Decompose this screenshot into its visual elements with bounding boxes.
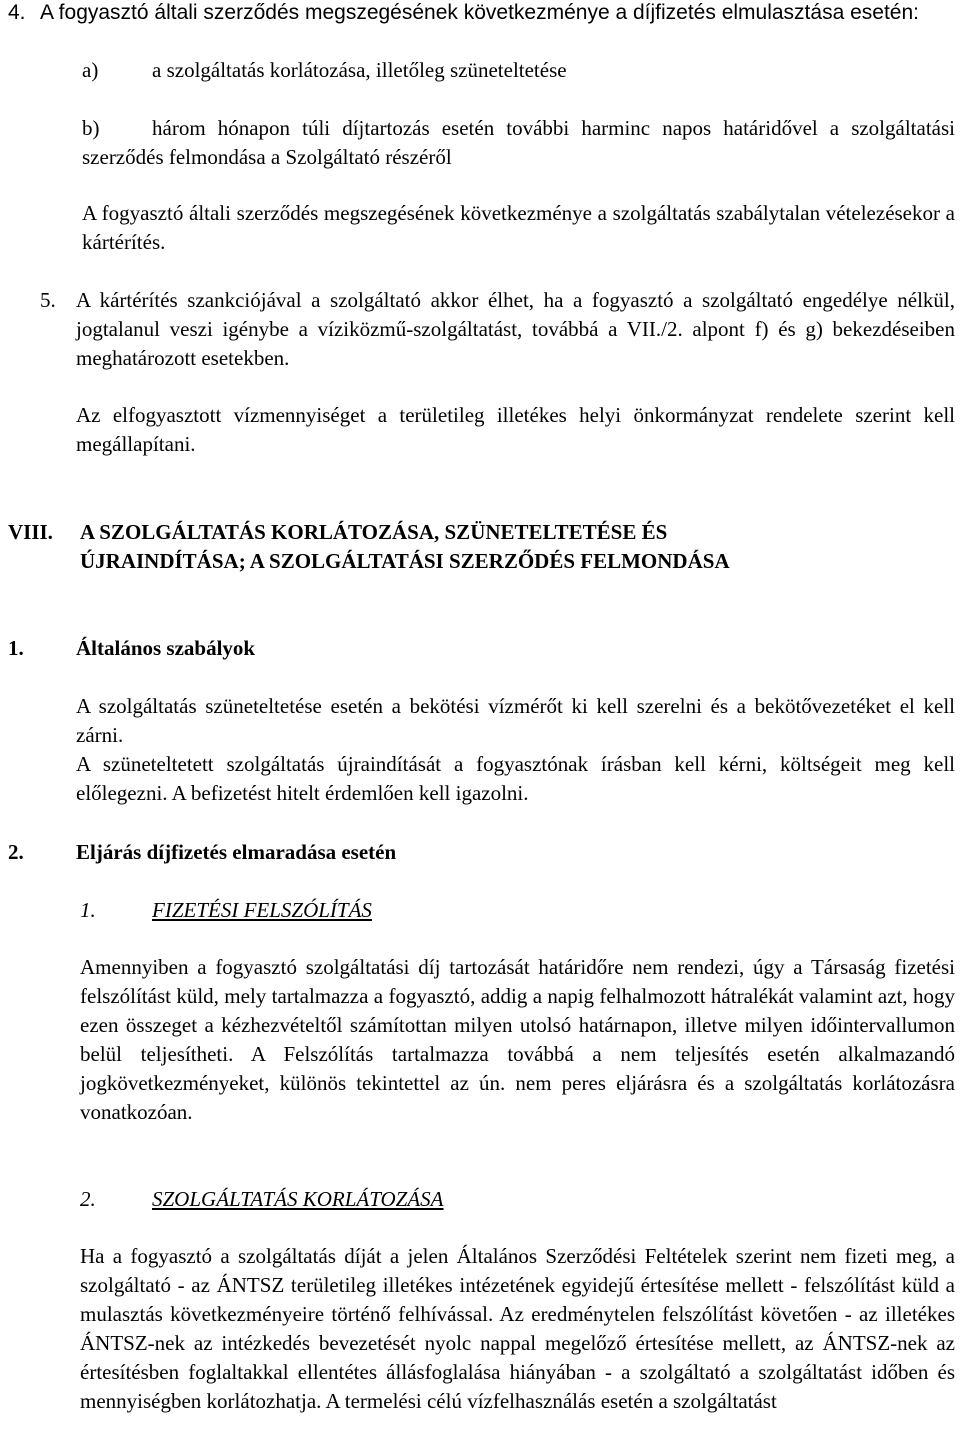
item-4-sub-b-label: b)	[82, 116, 100, 140]
step-1-title: FIZETÉSI FELSZÓLÍTÁS	[152, 898, 372, 922]
subsection-2-title: Eljárás díjfizetés elmaradása esetén	[76, 840, 397, 864]
section-8-title	[80, 518, 940, 576]
subsection-1-number: 1.	[8, 636, 24, 660]
item-4-sub-b-text: három hónapon túli díjtartozás esetén további harminc napos határidővel a szolgáltatási szerződés felmondása a Szolgáltató részéről	[82, 116, 955, 169]
step-2-title: SZOLGÁLTATÁS KORLÁTOZÁSA	[152, 1187, 444, 1211]
section-8-title-line-1: A SZOLGÁLTATÁS KORLÁTOZÁSA, SZÜNETELTETÉSE ÉS	[80, 520, 668, 544]
step-1-number: 1.	[80, 898, 96, 922]
section-8-number: VIII.	[8, 520, 53, 544]
item-5-text: A kártérítés szankciójával a szolgáltató akkor élhet, ha a fogyasztó a szolgáltató engedélye nélkül, jogtalanul veszi igénybe a víziközmű-szolgáltatást, továbbá a VII./2. alpont f) és g) bekezdéseiben meghatározott esetekben.	[76, 288, 955, 370]
subsection-1-paragraph-2: A szüneteltetett szolgáltatás újraindítását a fogyasztónak írásban kell kérni, költségeit meg kell előlegezni. A befizetést hitelt érdemlően kell igazolni.	[76, 752, 955, 805]
subsection-2-number: 2.	[8, 840, 24, 864]
item-4-sub-a-text: a szolgáltatás korlátozása, illetőleg szüneteltetése	[152, 58, 567, 82]
step-2-text: Ha a fogyasztó a szolgáltatás díját a jelen Általános Szerződési Feltételek szerint nem fizeti meg, a szolgáltató - az ÁNTSZ területileg illetékes intézetének egyidejű értesítése mellett - felszólítást küld a mulasztás következményeire történő felhívással. Az eredménytelen felszólítást követően - az illetékes ÁNTSZ-nek az intézkedés bevezetését nyolc nappal megelőző értesítése mellett, az ÁNTSZ-nek az értesítésben foglaltakkal ellentétes állásfoglalása hiányában - a szolgáltató a szolgáltatást időben és mennyiségben korlátozhatja. A termelési célú vízfelhasználás esetén a szolgáltatást	[80, 1244, 955, 1413]
subsection-1-title: Általános szabályok	[76, 636, 256, 660]
item-4-paragraph: A fogyasztó általi szerződés megszegésének következménye a szolgáltatás szabálytalan vételezésekor a kártérítés.	[82, 201, 955, 254]
step-2-number: 2.	[80, 1187, 96, 1211]
item-4-sub-a-label: a)	[82, 58, 99, 82]
item-5-paragraph: Az elfogyasztott vízmennyiséget a területileg illetékes helyi önkormányzat rendelete szerint kell megállapítani.	[76, 403, 955, 456]
subsection-1-paragraph-1: A szolgáltatás szüneteltetése esetén a bekötési vízmérőt ki kell szerelni és a bekötővezetéket el kell zárni.	[76, 694, 955, 747]
step-1-text: Amennyiben a fogyasztó szolgáltatási díj tartozását határidőre nem rendezi, úgy a Társaság fizetési felszólítást küld, mely tartalmazza a fogyasztó, addig a napig felhalmozott hátralékát valamint azt, hogy ezen összeget a kézhezvételtől számítottan milyen utolsó határnapon, illetve milyen időintervallumon belül teljesítheti. A Felszólítás tartalmazza továbbá a nem teljesítés esetén alkalmazandó jogkövetkezményeket, különös tekintettel az ún. nem peres eljárásra és a szolgáltatás korlátozásra vonatkozóan.	[80, 955, 955, 1124]
item-5-number: 5.	[40, 288, 56, 312]
section-8-title-line-2: ÚJRAINDÍTÁSA; A SZOLGÁLTATÁSI SZERZŐDÉS FELMONDÁSA	[80, 549, 730, 573]
item-4-number: 4.	[8, 1, 26, 24]
item-4-text: A fogyasztó általi szerződés megszegésének következménye a díjfizetés elmulasztása esetén:	[40, 1, 919, 24]
